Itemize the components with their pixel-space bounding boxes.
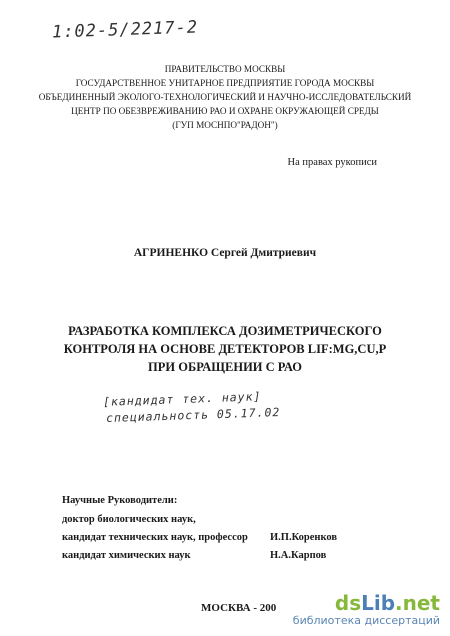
handwritten-specialty: специальность 05.17.02 [105,404,281,426]
rights-notice: На правах рукописи [287,157,377,168]
logo-net: .net [395,591,440,615]
dslib-logo [293,592,440,614]
handwritten-degree: [кандидат тех. наук] [102,389,262,409]
supervisor-name: И.П.Коренков [270,532,338,543]
watermark-subtitle: библиотека диссертаций [292,614,440,627]
supervisor-degree: кандидат технических наук, профессор [62,532,248,543]
org-line: ПРАВИТЕЛЬСТВО МОСКВЫ [164,64,286,74]
supervisors-heading: Научные Руководители: [62,495,178,506]
title-line: ПРИ ОБРАЩЕНИИ С РАО [148,360,302,374]
logo-lib: Lib [361,591,396,615]
dissertation-title [0,322,450,376]
org-line: ГОСУДАРСТВЕННОЕ УНИТАРНОЕ ПРЕДПРИЯТИЕ ГОРОДА МОСКВЫ [75,78,375,88]
city-year: МОСКВА - 200 [201,602,277,614]
title-line: РАЗРАБОТКА КОМПЛЕКСА ДОЗИМЕТРИЧЕСКОГО [68,324,382,338]
org-line: ОБЪЕДИНЕННЫЙ ЭКОЛОГО-ТЕХНОЛОГИЧЕСКИЙ И НАУЧНО-ИССЛЕДОВАТЕЛЬСКИЙ [38,92,412,102]
org-line: ЦЕНТР ПО ОБЕЗВРЕЖИВАНИЮ РАО И ОХРАНЕ ОКРУЖАЮЩЕЙ СРЕДЫ [71,106,379,116]
author-name: АГРИНЕНКО Сергей Дмитриевич [133,247,317,259]
supervisor-name: Н.А.Карпов [270,550,327,561]
dslib-watermark [293,592,440,627]
organization-header [0,62,450,132]
title-line: КОНТРОЛЯ НА ОСНОВЕ ДЕТЕКТОРОВ LIF:MG,CU,P [63,342,387,356]
org-line: (ГУП МОСНПО"РАДОН") [172,120,278,130]
supervisor-degree: доктор биологических наук, [62,514,196,525]
handwritten-code: 1:02-5/2217-2 [51,17,199,43]
supervisor-degree: кандидат химических наук [62,550,191,561]
logo-ds: ds [334,591,362,615]
